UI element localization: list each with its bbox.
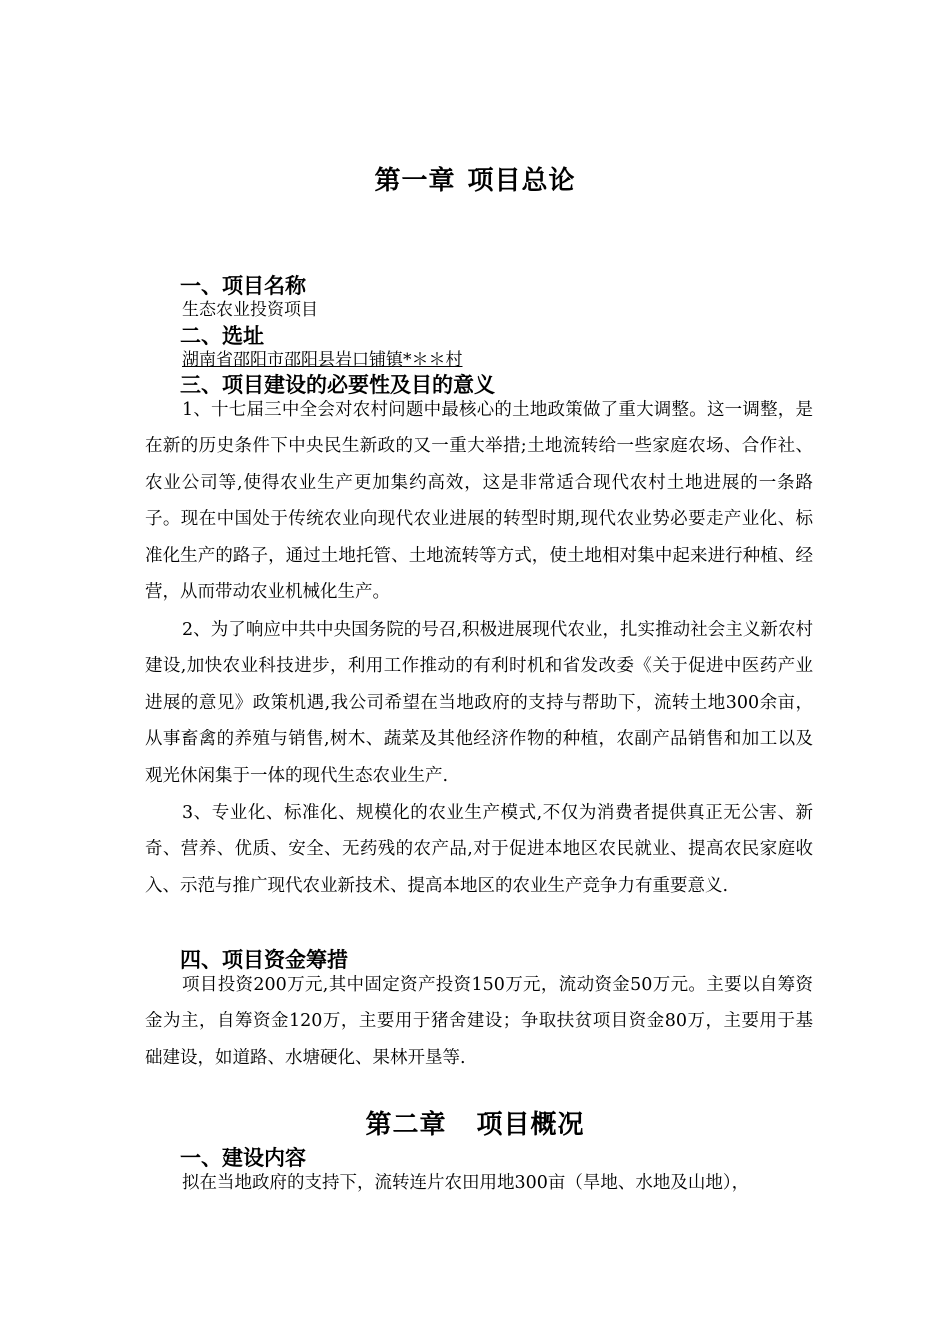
section-heading-site: 二、选址: [180, 324, 264, 348]
section-heading-funding: 四、项目资金筹措: [180, 948, 348, 972]
section-heading-construction: 一、建设内容: [180, 1146, 306, 1170]
chapter-2-name: 项目概况: [476, 1110, 585, 1140]
necessity-paragraph-1: 1、十七届三中全会对农村问题中最核心的土地政策做了重大调整。这一调整，是在新的历史条件下中央民生新政的又一重大举措;土地流转给一些家庭农场、合作社、农业公司等,使得农业生产更加集约高效，这是非常适合现代农村土地进展的一条路子。现在中国处于传统农业向现代农业进展的转型时期,现代农业势必要走产业化、标准化生产的路子，通过土地托管、土地流转等方式，使土地相对集中起来进行种植、经营，从而带动农业机械化生产。: [145, 400, 813, 603]
project-name-text: 生态农业投资项目: [182, 300, 318, 320]
site-address-text: 湖南省邵阳市邵阳县岩口铺镇*＊＊村: [182, 350, 463, 370]
necessity-paragraph-2: 2、为了响应中共中央国务院的号召,积极进展现代农业，扎实推动社会主义新农村建设,加快农业科技进步，利用工作推动的有利时机和省发改委《关于促进中医药产业进展的意见》政策机遇,我公司希望在当地政府的支持与帮助下，流转土地300余亩，从事畜禽的养殖与销售,树木、蔬菜及其他经济作物的种植，农副产品销售和加工以及观光休闲集于一体的现代生态农业生产.: [145, 620, 813, 786]
section-heading-necessity: 三、项目建设的必要性及目的意义: [180, 373, 495, 397]
necessity-paragraph-3: 3、专业化、标准化、规模化的农业生产模式,不仅为消费者提供真正无公害、新奇、营养、优质、安全、无药残的农产品,对于促进本地区农民就业、提高农民家庭收入、示范与推广现代农业新技术、提高本地区的农业生产竞争力有重要意义.: [145, 803, 813, 896]
section-heading-project-name: 一、项目名称: [180, 274, 306, 298]
chapter-2-number: 第二章: [365, 1110, 447, 1140]
chapter-1-title: [0, 160, 950, 197]
chapter-1-number: 第一章: [374, 166, 456, 196]
construction-paragraph: 拟在当地政府的支持下，流转连片农田用地300亩（旱地、水地及山地），: [182, 1173, 750, 1193]
chapter-2-title: [0, 1104, 950, 1141]
funding-paragraph: 项目投资200万元,其中固定资产投资150万元，流动资金50万元。主要以自筹资金为主，自筹资金120万，主要用于猪舍建设；争取扶贫项目资金80万，主要用于基础建设，如道路、水塘硬化、果林开垦等.: [145, 975, 813, 1068]
chapter-1-name: 项目总论: [467, 166, 576, 196]
